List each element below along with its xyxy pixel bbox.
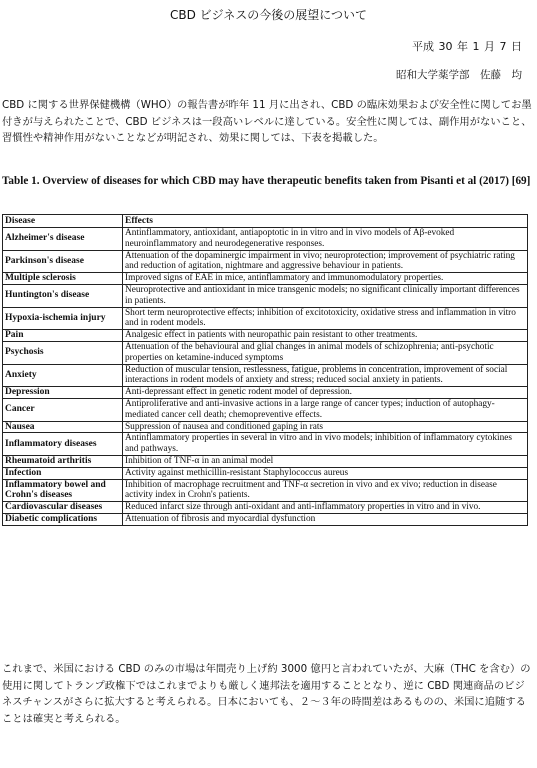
disease-cell: Psychosis [3,341,123,364]
effects-cell: Suppression of nausea and conditioned gaping in rats [123,421,528,433]
effects-cell: Antinflammatory properties in several in vitro and in vivo models; inhibition of inflammatory cytokines and pathways. [123,433,528,456]
disease-cell: Depression [3,387,123,399]
header-effects: Effects [123,215,528,228]
table-row [3,513,528,525]
effects-cell: Inhibition of macrophage recruitment and TNF-α secretion in vivo and ex vivo; reduction in disease activity index in Crohn's patients. [123,479,528,502]
table-row [3,250,528,273]
table-row [3,502,528,514]
table-body [3,228,528,526]
disease-cell: Huntington's disease [3,284,123,307]
header-disease: Disease [3,215,123,228]
effects-cell: Short term neuroprotective effects; inhibition of excitotoxicity, oxidative stress and inflammation in vitro and in rodent models. [123,307,528,330]
table-header-row [3,215,528,228]
effects-cell: Attenuation of the behavioural and glial changes in animal models of schizophrenia; anti-psychotic properties on ketamine-induced symptoms [123,341,528,364]
document-author: 昭和大学薬学部 佐藤 均 [396,69,522,81]
disease-cell: Cardiovascular diseases [3,502,123,514]
document-date: 平成 30 年 1 月 7 日 [412,40,522,53]
disease-cell: Anxiety [3,364,123,387]
effects-cell: Improved signs of EAE in mice, antinflammatory and immunomodulatory properties. [123,273,528,285]
effects-cell: Attenuation of the dopaminergic impairment in vivo; neuroprotection; improvement of psychiatric rating and reduction of agitation, nightmare and aggressive behaviour in patients. [123,250,528,273]
effects-cell: Attenuation of fibrosis and myocardial dysfunction [123,513,528,525]
effects-cell: Activity against methicillin-resistant Staphylococcus aureus [123,467,528,479]
disease-cell: Cancer [3,398,123,421]
effects-cell: Neuroprotective and antioxidant in mice transgenic models; no significant clinically important differences in patients. [123,284,528,307]
disease-cell: Parkinson's disease [3,250,123,273]
table-row [3,387,528,399]
table-caption: Table 1. Overview of diseases for which CBD may have therapeutic benefits taken from Pisanti et al (2017) [69] [2,175,531,187]
disease-cell: Nausea [3,421,123,433]
table-row [3,455,528,467]
disease-cell: Multiple sclerosis [3,273,123,285]
effects-cell: Antiproliferative and anti-invasive actions in a large range of cancer types; induction of autophagy-mediated cancer cell death; chemopreventive effects. [123,398,528,421]
conclusion-paragraph: これまで、米国における CBD のみの市場は年間売り上げ約 3000 億円と言われていたが、大麻（THC を含む）の使用に関してトランプ政権下ではこれまでよりも厳しく連邦法を適用することとなり、逆に CBD 関連商品のビジネスチャンスがさらに拡大すると考えられる。日本においても、２～３年の時間差はあるものの、米国に追随することは確実と考えられる。 [2,663,531,725]
table-row [3,433,528,456]
table-row [3,284,528,307]
document-title: CBD ビジネスの今後の展望について [169,8,368,22]
table-row [3,273,528,285]
disease-cell: Rheumatoid arthritis [3,455,123,467]
effects-cell: Anti-depressant effect in genetic rodent model of depression. [123,387,528,399]
effects-cell: Antinflammatory, antioxidant, antiapoptotic in in vitro and in vivo models of Aβ-evoked neuroinflammatory and neurodegenerative responses. [123,228,528,251]
disease-cell: Hypoxia-ischemia injury [3,307,123,330]
disease-cell: Inflammatory bowel and Crohn's diseases [3,479,123,502]
disease-cell: Alzheimer's disease [3,228,123,251]
intro-paragraph: CBD に関する世界保健機構（WHO）の報告書が昨年 11 月に出され、CBD の臨床効果および安全性に関してお墨付きが与えられたことで、CBD ビジネスは一段高いレベルに達している。安全性に関しては、副作用がないこと、習慣性や精神作用がないことなどが明記され、効果に関しては、下表を掲載した。 [2,99,532,144]
effects-cell: Inhibition of TNF-α in an animal model [123,455,528,467]
table-row [3,330,528,342]
disease-cell: Infection [3,467,123,479]
disease-cell: Diabetic complications [3,513,123,525]
disease-cell: Inflammatory diseases [3,433,123,456]
table-row [3,307,528,330]
table-row [3,398,528,421]
table-row [3,421,528,433]
table-row [3,467,528,479]
table-row [3,479,528,502]
table-row [3,228,528,251]
table-row [3,341,528,364]
disease-overview-table [2,214,528,526]
effects-cell: Reduced infarct size through anti-oxidant and anti-inflammatory properties in vitro and in vivo. [123,502,528,514]
disease-cell: Pain [3,330,123,342]
effects-cell: Analgesic effect in patients with neuropathic pain resistant to other treatments. [123,330,528,342]
effects-cell: Reduction of muscular tension, restlessness, fatigue, problems in concentration, improvement of social interactions in rodent models of anxiety and stress; reduced social anxiety in patients. [123,364,528,387]
table-row [3,364,528,387]
